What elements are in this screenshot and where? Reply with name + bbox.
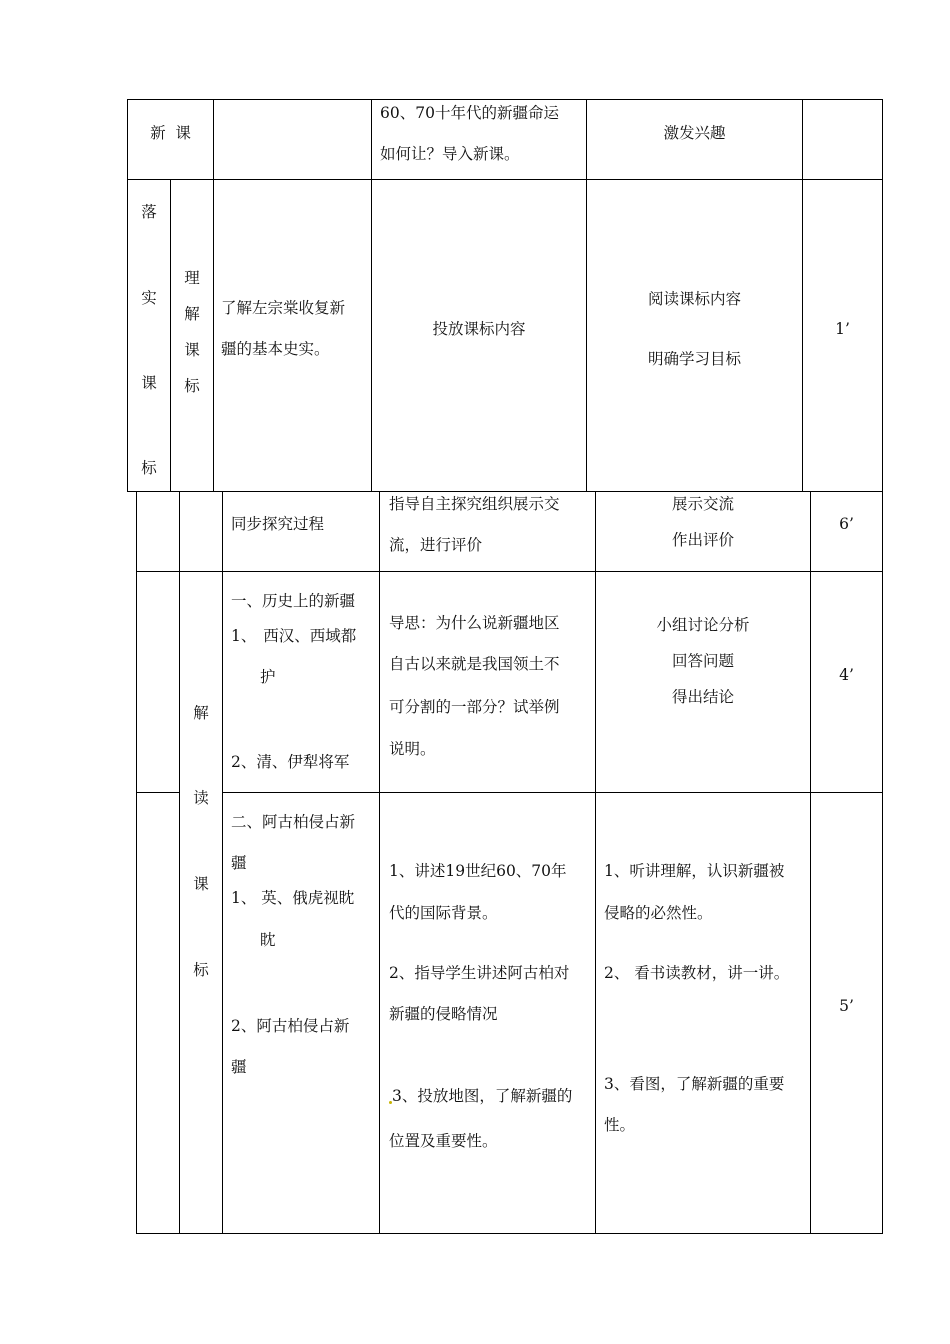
student-line: 1、听讲理解，认识新疆被 bbox=[604, 862, 785, 880]
vertical-char: 课 bbox=[193, 875, 209, 893]
teacher-line: 导思：为什么说新疆地区 bbox=[389, 614, 560, 632]
table-border bbox=[222, 792, 883, 793]
content-line: 同步探究过程 bbox=[231, 515, 325, 533]
vertical-char: 解 bbox=[193, 704, 209, 722]
content-line: 疆 bbox=[231, 1058, 247, 1076]
teacher-line: 代的国际背景。 bbox=[389, 904, 498, 922]
vertical-char: 理 bbox=[184, 269, 200, 287]
student-activity: 回答问题 bbox=[671, 652, 734, 670]
content-line: 二、阿古柏侵占新 bbox=[231, 813, 356, 831]
content-line: 60、70十年代的新疆命运 bbox=[380, 104, 559, 122]
table-border bbox=[595, 491, 596, 1234]
student-activity: 作出评价 bbox=[671, 531, 734, 549]
table-border bbox=[213, 99, 214, 492]
content-line: 如何让？导入新课。 bbox=[380, 145, 520, 163]
time-value: 6’ bbox=[839, 515, 854, 533]
table-border bbox=[136, 792, 180, 793]
teacher-activity: 投放课标内容 bbox=[432, 320, 526, 338]
table-border bbox=[882, 99, 883, 492]
student-activity: 阅读课标内容 bbox=[647, 290, 741, 308]
vertical-char: 课 bbox=[184, 341, 200, 359]
student-activity: 激发兴趣 bbox=[663, 124, 726, 142]
content-line: 2、清、伊犁将军 bbox=[231, 753, 350, 771]
vertical-char: 标 bbox=[184, 377, 200, 395]
time-value: 4’ bbox=[839, 666, 854, 684]
teacher-line: 2、指导学生讲述阿古柏对 bbox=[389, 964, 570, 982]
table-border bbox=[379, 491, 380, 1234]
student-line: 3、看图，了解新疆的重要 bbox=[604, 1075, 785, 1093]
table-border bbox=[136, 1233, 883, 1234]
table-border bbox=[170, 180, 171, 492]
student-activity: 得出结论 bbox=[671, 688, 734, 706]
teacher-line: 可分割的一部分？试举例 bbox=[389, 698, 560, 716]
student-activity: 展示交流 bbox=[671, 495, 734, 513]
teacher-line: 自古以来就是我国领土不 bbox=[389, 655, 560, 673]
table-border bbox=[127, 99, 883, 100]
student-line: 性。 bbox=[604, 1116, 636, 1134]
vertical-char: 落 bbox=[141, 203, 157, 221]
table-border bbox=[810, 491, 811, 1234]
stage-label: 新 课 bbox=[150, 124, 191, 142]
vertical-char: 读 bbox=[193, 789, 209, 807]
vertical-char: 解 bbox=[184, 305, 200, 323]
content-line: 1、 西汉、西域都 bbox=[231, 627, 357, 645]
time-value: 5’ bbox=[839, 997, 854, 1015]
teacher-line: 说明。 bbox=[389, 740, 436, 758]
teacher-line: 3、投放地图，了解新疆的 bbox=[392, 1087, 573, 1105]
goal-line: 了解左宗棠收复新 bbox=[221, 299, 346, 317]
table-border bbox=[127, 99, 128, 492]
table-border bbox=[222, 491, 223, 1234]
teacher-line: 指导自主探究组织展示交 bbox=[389, 495, 560, 513]
teacher-line: 位置及重要性。 bbox=[389, 1132, 498, 1150]
content-line: 一、历史上的新疆 bbox=[231, 592, 356, 610]
student-line: 侵略的必然性。 bbox=[604, 904, 713, 922]
student-activity: 小组讨论分析 bbox=[656, 616, 750, 634]
content-line: 疆 bbox=[231, 854, 247, 872]
content-line: 眈 bbox=[260, 931, 276, 949]
table-border bbox=[136, 491, 137, 1234]
teacher-line: 1、讲述19世纪60、70年 bbox=[389, 862, 567, 880]
time-value: 1’ bbox=[835, 320, 850, 338]
content-line: 护 bbox=[260, 668, 276, 686]
table-border bbox=[179, 491, 180, 1234]
vertical-char: 标 bbox=[193, 961, 209, 979]
vertical-char: 标 bbox=[141, 459, 157, 477]
table-border bbox=[136, 571, 883, 572]
table-border bbox=[127, 179, 883, 180]
goal-line: 疆的基本史实。 bbox=[221, 340, 330, 358]
teacher-line: 流，进行评价 bbox=[389, 536, 483, 554]
vertical-char: 实 bbox=[141, 289, 157, 307]
table-border bbox=[802, 99, 803, 492]
table-border bbox=[882, 491, 883, 1234]
table-border bbox=[127, 491, 883, 492]
student-line: 2、 看书读教材，讲一讲。 bbox=[604, 964, 790, 982]
teacher-line: 新疆的侵略情况 bbox=[389, 1005, 498, 1023]
student-activity: 明确学习目标 bbox=[647, 350, 741, 368]
table-border bbox=[371, 99, 372, 492]
vertical-char: 课 bbox=[141, 374, 157, 392]
content-line: 2、阿古柏侵占新 bbox=[231, 1017, 350, 1035]
content-line: 1、 英、俄虎视眈 bbox=[231, 889, 355, 907]
